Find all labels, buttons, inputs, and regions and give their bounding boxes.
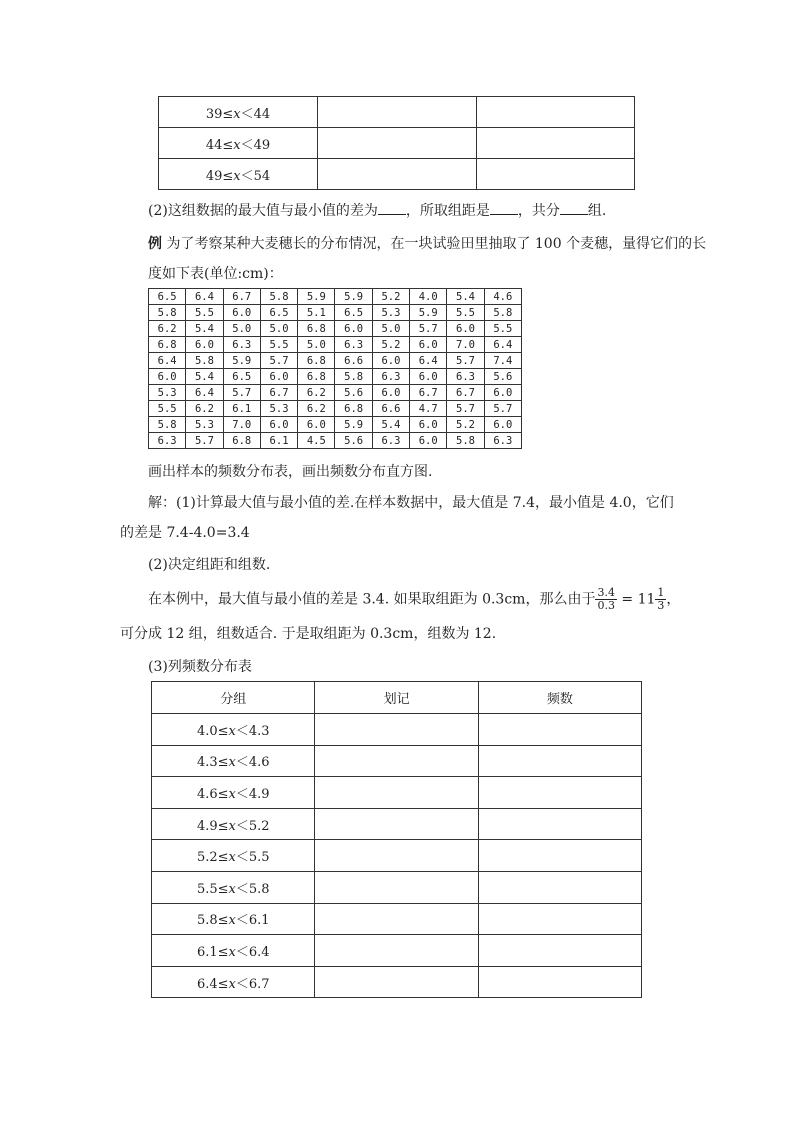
data-cell: 5.4 <box>447 289 484 305</box>
tally-cell[interactable] <box>315 777 478 809</box>
frequency-cell[interactable] <box>476 97 635 128</box>
frequency-cell[interactable] <box>478 966 641 998</box>
data-cell: 5.4 <box>372 417 409 433</box>
frequency-cell[interactable] <box>476 159 635 190</box>
tally-cell[interactable] <box>315 871 478 903</box>
fraction-denominator: 0.3 <box>597 599 615 612</box>
data-cell: 6.0 <box>149 369 186 385</box>
data-cell: 5.9 <box>298 289 335 305</box>
group-range: 44≤x＜49 <box>159 128 318 159</box>
data-cell: 5.8 <box>260 289 297 305</box>
data-cell: 6.5 <box>149 289 186 305</box>
frequency-cell[interactable] <box>478 840 641 872</box>
frequency-cell[interactable] <box>478 903 641 935</box>
data-cell: 5.9 <box>335 417 372 433</box>
data-cell: 5.6 <box>335 433 372 449</box>
data-cell: 5.9 <box>410 305 447 321</box>
data-cell: 5.3 <box>186 417 223 433</box>
mixed-numerator: 1 <box>657 586 665 599</box>
data-cell: 6.0 <box>410 369 447 385</box>
data-cell: 6.2 <box>186 401 223 417</box>
data-cell: 4.7 <box>410 401 447 417</box>
equals-result: = 11 <box>616 591 656 608</box>
data-cell: 6.5 <box>223 369 260 385</box>
table-row <box>149 385 522 401</box>
tally-cell[interactable] <box>315 903 478 935</box>
frequency-cell[interactable] <box>476 128 635 159</box>
data-cell: 6.3 <box>447 369 484 385</box>
data-cell: 6.7 <box>410 385 447 401</box>
data-cell: 6.4 <box>149 353 186 369</box>
data-cell: 6.4 <box>186 289 223 305</box>
data-cell: 5.3 <box>149 385 186 401</box>
data-cell: 6.4 <box>186 385 223 401</box>
fraction-numerator: 3.4 <box>597 586 615 599</box>
data-cell: 6.0 <box>186 337 223 353</box>
data-cell: 6.0 <box>260 369 297 385</box>
data-cell: 5.7 <box>447 353 484 369</box>
group-table-top <box>158 96 635 190</box>
solution-step-2: (2)决定组距和组数. <box>148 557 271 573</box>
data-cell: 5.7 <box>223 385 260 401</box>
data-cell: 6.5 <box>260 305 297 321</box>
tally-cell[interactable] <box>318 159 477 190</box>
data-cell: 6.7 <box>260 385 297 401</box>
data-cell: 6.0 <box>447 321 484 337</box>
table-row <box>152 745 642 777</box>
data-cell: 6.0 <box>410 337 447 353</box>
mixed-denominator: 3 <box>657 599 665 612</box>
group-range: 4.3≤x＜4.6 <box>152 745 315 777</box>
table-row <box>152 966 642 998</box>
table-row <box>149 321 522 337</box>
data-cell: 5.2 <box>372 289 409 305</box>
table-row <box>152 840 642 872</box>
table-row <box>152 777 642 809</box>
data-cell: 5.2 <box>447 417 484 433</box>
tally-cell[interactable] <box>315 808 478 840</box>
data-cell: 5.7 <box>447 401 484 417</box>
group-range: 5.2≤x＜5.5 <box>152 840 315 872</box>
data-cell: 5.7 <box>260 353 297 369</box>
frequency-cell[interactable] <box>478 871 641 903</box>
table-row <box>149 369 522 385</box>
table-row <box>152 714 642 746</box>
tally-cell[interactable] <box>315 966 478 998</box>
table-row <box>149 433 522 449</box>
data-cell: 5.0 <box>372 321 409 337</box>
data-cell: 6.0 <box>223 305 260 321</box>
instruction-text: 画出样本的频数分布表，画出频数分布直方图. <box>148 464 433 480</box>
table-row <box>159 128 635 159</box>
data-cell: 6.2 <box>298 385 335 401</box>
frequency-table <box>151 681 642 998</box>
data-cell: 6.6 <box>335 353 372 369</box>
data-cell: 5.6 <box>335 385 372 401</box>
group-range: 6.4≤x＜6.7 <box>152 966 315 998</box>
data-cell: 7.0 <box>447 337 484 353</box>
data-cell: 5.5 <box>149 401 186 417</box>
data-cell: 5.8 <box>149 417 186 433</box>
frequency-table-header <box>152 682 642 714</box>
data-cell: 6.0 <box>410 417 447 433</box>
group-range: 49≤x＜54 <box>159 159 318 190</box>
data-cell: 5.7 <box>484 401 521 417</box>
data-cell: 6.3 <box>372 433 409 449</box>
data-cell: 6.3 <box>149 433 186 449</box>
tally-cell[interactable] <box>318 128 477 159</box>
header-frequency: 频数 <box>478 682 641 714</box>
table-row <box>149 353 522 369</box>
data-cell: 6.0 <box>484 385 521 401</box>
data-cell: 4.6 <box>484 289 521 305</box>
data-cell: 5.8 <box>447 433 484 449</box>
question-2-text-b: ，所取组距是 <box>405 203 490 219</box>
data-cell: 6.3 <box>484 433 521 449</box>
frequency-cell[interactable] <box>478 935 641 967</box>
example-line-1 <box>148 233 706 253</box>
tally-cell[interactable] <box>315 935 478 967</box>
mixed-fraction <box>655 587 666 612</box>
solution-line-1: 解：(1)计算最大值与最小值的差.在样本数据中，最大值是 7.4，最小值是 4.0，它们 <box>148 495 674 511</box>
table-row <box>152 871 642 903</box>
data-cell: 6.0 <box>484 417 521 433</box>
data-cell: 6.4 <box>410 353 447 369</box>
data-cell: 5.0 <box>223 321 260 337</box>
data-cell: 5.3 <box>372 305 409 321</box>
data-cell: 7.4 <box>484 353 521 369</box>
data-cell: 5.5 <box>484 321 521 337</box>
table-row <box>152 935 642 967</box>
data-cell: 6.8 <box>223 433 260 449</box>
data-cell: 5.8 <box>149 305 186 321</box>
solution-line-4: 可分成 12 组，组数适合. 于是取组距为 0.3cm，组数为 12. <box>120 626 497 642</box>
answer-blank-3[interactable] <box>560 202 588 215</box>
data-cell: 6.2 <box>149 321 186 337</box>
answer-blank-2[interactable] <box>490 202 518 215</box>
solution-line-3-end: ， <box>666 591 681 608</box>
data-cell: 6.6 <box>372 401 409 417</box>
frequency-cell[interactable] <box>478 777 641 809</box>
data-cell: 6.8 <box>149 337 186 353</box>
data-cell: 7.0 <box>223 417 260 433</box>
data-cell: 5.4 <box>186 321 223 337</box>
header-tally: 划记 <box>315 682 478 714</box>
data-cell: 6.1 <box>260 433 297 449</box>
data-cell: 6.4 <box>484 337 521 353</box>
data-cell: 5.1 <box>298 305 335 321</box>
group-range: 39≤x＜44 <box>159 97 318 128</box>
data-cell: 5.0 <box>298 337 335 353</box>
header-group: 分组 <box>152 682 315 714</box>
solution-line-3-text: 在本例中，最大值与最小值的差是 3.4. 如果取组距为 0.3cm，那么由于 <box>148 591 596 608</box>
example-label: 例 <box>148 236 162 252</box>
data-cell: 6.0 <box>372 353 409 369</box>
data-cell: 6.3 <box>223 337 260 353</box>
group-range: 4.0≤x＜4.3 <box>152 714 315 746</box>
table-row <box>149 289 522 305</box>
question-2-text-d: 组. <box>587 203 607 219</box>
data-cell: 6.7 <box>447 385 484 401</box>
data-cell: 6.0 <box>335 321 372 337</box>
answer-blank-1[interactable] <box>378 202 406 215</box>
data-cell: 6.8 <box>298 353 335 369</box>
table-row <box>152 903 642 935</box>
data-cell: 5.9 <box>335 289 372 305</box>
frequency-cell[interactable] <box>478 714 641 746</box>
example-text-1: 为了考察某种大麦穗长的分布情况，在一块试验田里抽取了 100 个麦穗，量得它们的长 <box>162 236 707 252</box>
tally-cell[interactable] <box>318 97 477 128</box>
question-2 <box>148 200 606 220</box>
example-line-2: 度如下表(单位:cm)： <box>148 266 283 282</box>
data-cell: 5.3 <box>260 401 297 417</box>
group-range: 4.6≤x＜4.9 <box>152 777 315 809</box>
data-cell: 5.2 <box>372 337 409 353</box>
data-cell: 5.5 <box>447 305 484 321</box>
table-row <box>159 97 635 128</box>
tally-cell[interactable] <box>315 745 478 777</box>
data-cell: 6.8 <box>298 321 335 337</box>
question-2-text-c: ，共分 <box>517 203 560 219</box>
data-cell: 6.5 <box>335 305 372 321</box>
fraction <box>595 587 617 612</box>
frequency-cell[interactable] <box>478 745 641 777</box>
data-cell: 5.8 <box>186 353 223 369</box>
data-cell: 5.0 <box>260 321 297 337</box>
data-cell: 6.8 <box>298 369 335 385</box>
data-cell: 6.7 <box>223 289 260 305</box>
group-range: 5.8≤x＜6.1 <box>152 903 315 935</box>
tally-cell[interactable] <box>315 840 478 872</box>
data-cell: 5.4 <box>186 369 223 385</box>
data-cell: 5.7 <box>186 433 223 449</box>
data-cell: 5.9 <box>223 353 260 369</box>
table-row <box>152 808 642 840</box>
data-cell: 6.8 <box>335 401 372 417</box>
group-range: 5.5≤x＜5.8 <box>152 871 315 903</box>
data-cell: 5.5 <box>186 305 223 321</box>
table-row <box>149 417 522 433</box>
data-cell: 5.8 <box>335 369 372 385</box>
solution-step-3: (3)列频数分布表 <box>148 659 252 675</box>
tally-cell[interactable] <box>315 714 478 746</box>
data-cell: 6.3 <box>372 369 409 385</box>
data-cell: 5.8 <box>484 305 521 321</box>
question-2-text-a: (2)这组数据的最大值与最小值的差为 <box>148 203 378 219</box>
group-range: 6.1≤x＜6.4 <box>152 935 315 967</box>
table-row <box>149 305 522 321</box>
data-cell: 6.0 <box>372 385 409 401</box>
frequency-cell[interactable] <box>478 808 641 840</box>
solution-line-3 <box>148 587 680 612</box>
data-cell: 6.2 <box>298 401 335 417</box>
data-cell: 6.0 <box>298 417 335 433</box>
data-cell: 5.5 <box>260 337 297 353</box>
data-cell: 6.3 <box>335 337 372 353</box>
group-range: 4.9≤x＜5.2 <box>152 808 315 840</box>
table-row <box>159 159 635 190</box>
data-cell: 6.1 <box>223 401 260 417</box>
data-cell: 6.0 <box>410 433 447 449</box>
data-cell: 6.0 <box>260 417 297 433</box>
sample-data-table <box>148 288 522 449</box>
solution-line-2: 的差是 7.4-4.0=3.4 <box>120 525 250 541</box>
data-cell: 4.5 <box>298 433 335 449</box>
data-cell: 5.7 <box>410 321 447 337</box>
table-row <box>149 401 522 417</box>
data-cell: 5.6 <box>484 369 521 385</box>
table-row <box>149 337 522 353</box>
data-cell: 4.0 <box>410 289 447 305</box>
